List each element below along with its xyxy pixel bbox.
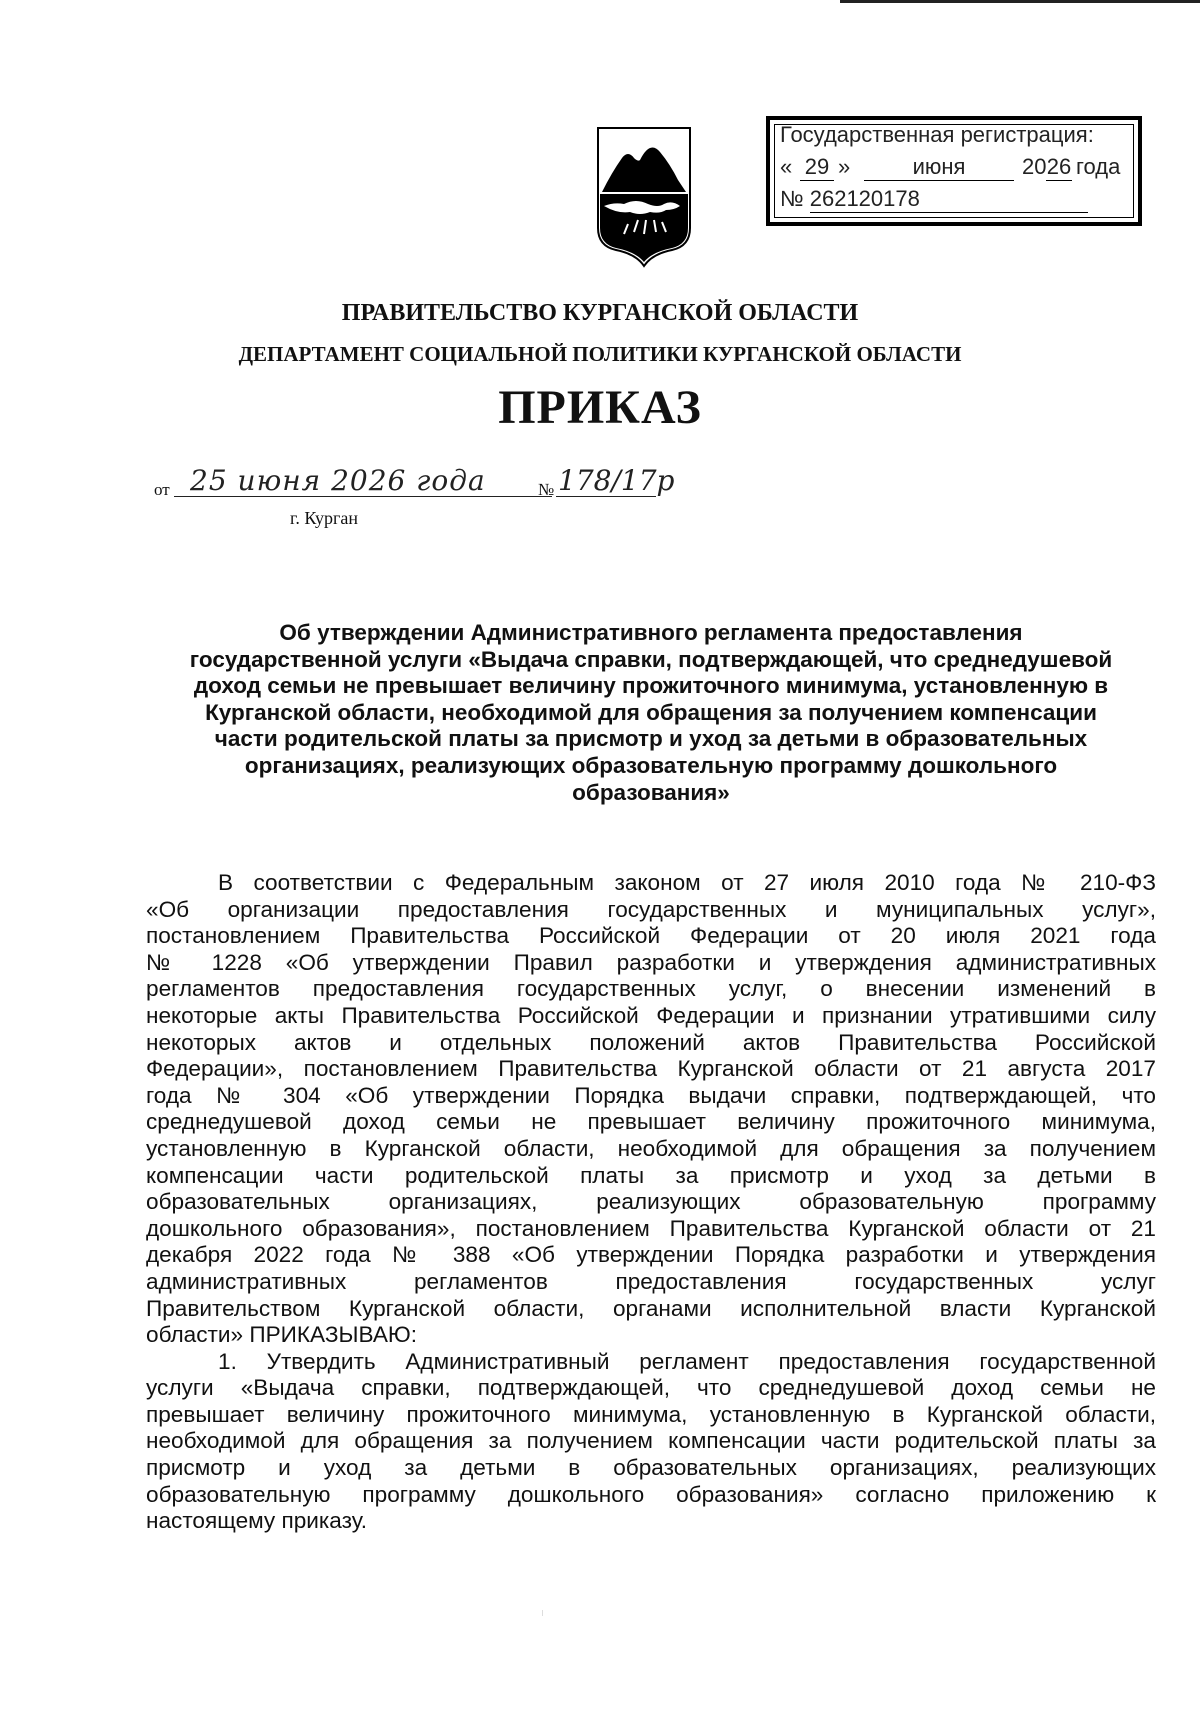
registration-date xyxy=(780,154,1125,184)
body-line: установленную в Курганской области, необходимой для обращения за получением xyxy=(146,1135,1156,1161)
body-line: услуги «Выдача справки, подтверждающей, что среднедушевой доход семьи не xyxy=(146,1375,1156,1401)
body-line: Федерации», постановлением Правительства Курганской области от 21 августа 2017 xyxy=(146,1056,1156,1082)
registration-year-suffix: 26 xyxy=(1046,154,1072,179)
body-line: настоящему приказу. xyxy=(146,1508,368,1534)
scan-edge-line xyxy=(840,0,1200,3)
body-line: Правительством Курганской области, органами исполнительной власти Курганской xyxy=(146,1295,1156,1321)
document-body xyxy=(146,870,1156,1535)
city: г. Курган xyxy=(290,508,359,528)
title-line: Об утверждении Административного регламента предоставления xyxy=(279,620,1023,645)
body-line: некоторые акты Правительства Российской Федерации и признании утратившими силу xyxy=(146,1002,1156,1028)
document-title xyxy=(146,620,1156,806)
scan-speck xyxy=(542,1610,543,1616)
body-line: года № 304 «Об утверждении Порядка выдачи справки, подтверждающей, что xyxy=(146,1082,1156,1108)
title-line: части родительской платы за присмотр и уход за детьми в образовательных xyxy=(214,726,1088,752)
registration-stamp xyxy=(766,116,1142,226)
body-line: образовательных организациях, реализующих образовательную программу xyxy=(146,1189,1156,1215)
registration-number: 262120178 xyxy=(810,186,1088,213)
registration-title: Государственная регистрация: xyxy=(780,122,1094,147)
body-line: административных регламентов предоставления государственных услуг xyxy=(146,1268,1156,1294)
body-line: среднедушевой доход семьи не превышает величину прожиточного минимума, xyxy=(146,1109,1156,1135)
body-line: 1. Утвердить Административный регламент предоставления государственной xyxy=(218,1348,1156,1374)
title-line: государственной услуги «Выдача справки, подтверждающей, что среднедушевой xyxy=(189,646,1113,672)
body-line: области» ПРИКАЗЫВАЮ: xyxy=(146,1322,418,1348)
close-quote: » xyxy=(838,154,851,179)
order-number-handwritten: 178/17р xyxy=(558,464,675,497)
title-line: доход семьи не превышает величину прожиточного минимума, установленную в xyxy=(193,673,1109,699)
body-line: В соответствии с Федеральным законом от 27 июля 2010 года № 210-ФЗ xyxy=(218,870,1156,895)
body-line: некоторых актов и отдельных положений актов Правительства Российской xyxy=(146,1029,1156,1055)
registration-year-word: года xyxy=(1076,154,1121,179)
body-line: регламентов предоставления государственных услуг, о внесении изменений в xyxy=(146,976,1156,1002)
open-quote: « xyxy=(780,154,793,179)
number-label: № xyxy=(538,480,555,499)
order-meta xyxy=(154,464,675,530)
body-line: превышает величину прожиточного минимума, установленную в Курганской области, xyxy=(146,1401,1156,1427)
registration-number-label: № xyxy=(780,186,804,211)
kurgan-coat-of-arms-icon xyxy=(594,124,694,270)
government-heading: ПРАВИТЕЛЬСТВО КУРГАНСКОЙ ОБЛАСТИ xyxy=(341,300,859,326)
body-line: «Об организации предоставления государственных и муниципальных услуг», xyxy=(146,896,1156,922)
body-line: образовательную программу дошкольного образования» согласно приложению к xyxy=(146,1481,1156,1507)
body-line: компенсации части родительской платы за присмотр и уход за детьми в xyxy=(146,1162,1156,1188)
body-line: постановлением Правительства Российской Федерации от 20 июля 2021 года xyxy=(146,923,1156,949)
order-date-handwritten: 25 июня 2026 года xyxy=(190,464,486,497)
body-line: присмотр и уход за детьми в образовательных организациях, реализующих xyxy=(146,1455,1156,1481)
body-line: необходимой для обращения за получением компенсации части родительской платы за xyxy=(146,1428,1156,1454)
title-line: образования» xyxy=(572,779,730,805)
registration-month: июня xyxy=(864,154,1014,181)
body-line: дошкольного образования», постановлением Правительства Курганской области от 21 xyxy=(146,1215,1156,1241)
registration-day: 29 xyxy=(800,154,834,181)
body-line: № 1228 «Об утверждении Правил разработки и утверждения административных xyxy=(146,949,1156,975)
title-line: Курганской области, необходимой для обращения за получением компенсации xyxy=(205,699,1097,725)
registration-number-row xyxy=(780,186,1088,213)
document-type-heading: ПРИКАЗ xyxy=(498,381,702,434)
registration-year-prefix: 20 xyxy=(1022,154,1047,179)
department-heading: ДЕПАРТАМЕНТ СОЦИАЛЬНОЙ ПОЛИТИКИ КУРГАНСКОЙ ОБЛАСТИ xyxy=(238,342,962,366)
title-line: организациях, реализующих образовательную программу дошкольного xyxy=(244,752,1058,778)
from-label: от xyxy=(154,480,170,499)
body-line: декабря 2022 года № 388 «Об утверждении Порядка разработки и утверждения xyxy=(146,1242,1156,1268)
